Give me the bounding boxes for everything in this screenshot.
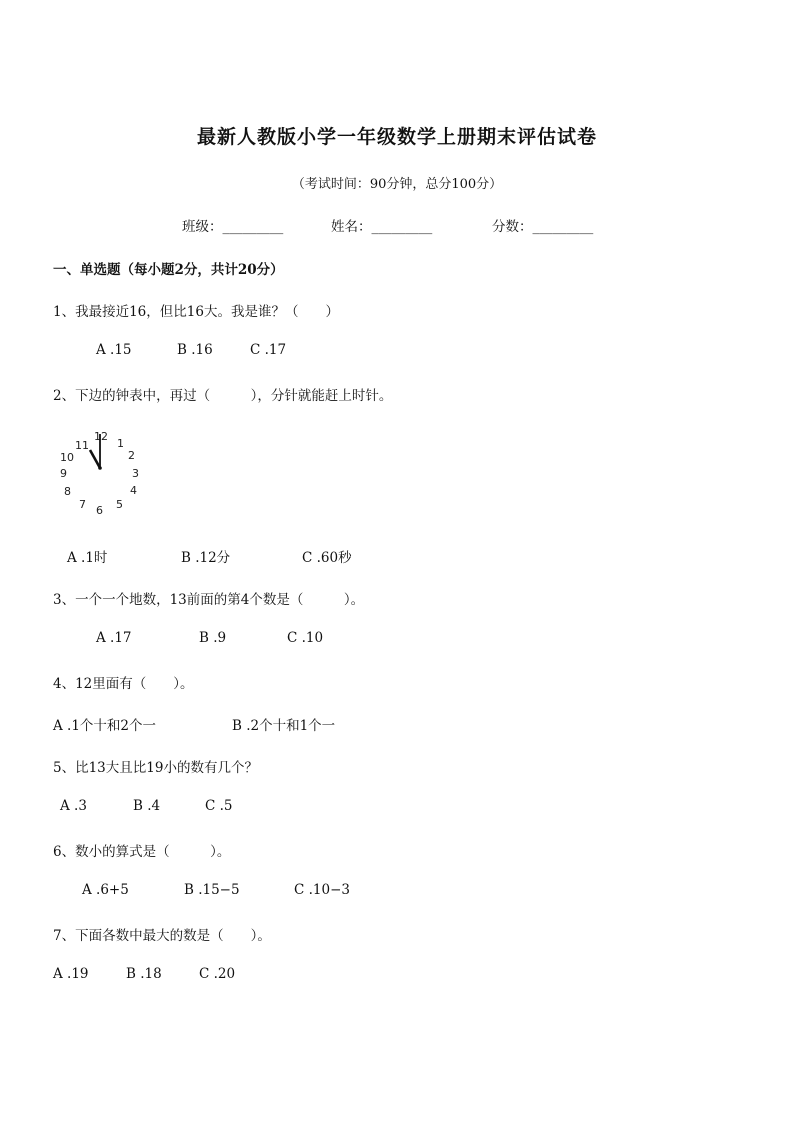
name-blank: _________ bbox=[371, 219, 433, 235]
question-1-option-a[interactable]: A .15 bbox=[96, 342, 132, 358]
question-7-stem: 7、下面各数中最大的数是（ ）。 bbox=[53, 928, 271, 944]
clock-numeral-2: 2 bbox=[128, 449, 135, 462]
question-2-option-a[interactable]: A .1时 bbox=[67, 550, 108, 566]
question-4-option-a[interactable]: A .1个十和2个一 bbox=[53, 718, 157, 734]
class-label: 班级： bbox=[182, 219, 223, 235]
question-2-option-b[interactable]: B .12分 bbox=[181, 550, 231, 566]
question-3-option-b[interactable]: B .9 bbox=[199, 630, 227, 646]
question-3-option-a[interactable]: A .17 bbox=[96, 630, 132, 646]
page-title: 最新人教版小学一年级数学上册期末评估试卷 bbox=[196, 126, 597, 148]
question-1-stem: 1、我最接近16，但比16大。我是谁？（ ） bbox=[53, 304, 339, 320]
question-5-option-a[interactable]: A .3 bbox=[60, 798, 87, 814]
clock-numeral-12: 12 bbox=[94, 430, 108, 443]
question-2-option-c[interactable]: C .60秒 bbox=[302, 550, 352, 566]
question-6-stem: 6、数小的算式是（ ）。 bbox=[53, 844, 231, 860]
question-7-option-c[interactable]: C .20 bbox=[199, 966, 236, 982]
hour-hand bbox=[90, 450, 100, 468]
clock-numeral-11: 11 bbox=[75, 439, 89, 452]
exam-subtitle: （考试时间：90分钟，总分100分） bbox=[291, 177, 503, 192]
section-heading: 一、单选题（每小题2分，共计20分） bbox=[53, 262, 284, 278]
question-5-stem: 5、比13大且比19小的数有几个？ bbox=[53, 760, 258, 776]
question-2-stem: 2、下边的钟表中，再过（ ），分针就能赶上时针。 bbox=[53, 388, 393, 404]
question-5-option-c[interactable]: C .5 bbox=[205, 798, 233, 814]
score-label: 分数： bbox=[492, 219, 533, 235]
question-3-option-c[interactable]: C .10 bbox=[287, 630, 324, 646]
question-1-option-b[interactable]: B .16 bbox=[177, 342, 213, 358]
class-field[interactable] bbox=[182, 215, 283, 235]
question-4-stem: 4、12里面有（ ）。 bbox=[53, 676, 194, 692]
clock-numeral-10: 10 bbox=[60, 451, 74, 464]
student-info-row bbox=[0, 215, 794, 235]
clock-center bbox=[98, 466, 102, 470]
question-6-option-c[interactable]: C .10−3 bbox=[294, 882, 350, 898]
clock-numeral-1: 1 bbox=[117, 437, 124, 450]
score-blank: _________ bbox=[532, 219, 594, 235]
question-3-stem: 3、一个一个地数，13前面的第4个数是（ ）。 bbox=[53, 592, 365, 608]
clock-numeral-6: 6 bbox=[96, 504, 103, 517]
clock-numeral-5: 5 bbox=[116, 498, 123, 511]
question-6-option-a[interactable]: A .6+5 bbox=[82, 882, 129, 898]
class-blank: _________ bbox=[222, 219, 284, 235]
question-4-option-b[interactable]: B .2个十和1个一 bbox=[232, 718, 336, 734]
name-label: 姓名： bbox=[331, 219, 372, 235]
clock-numeral-8: 8 bbox=[64, 485, 71, 498]
score-field[interactable] bbox=[492, 215, 593, 235]
question-1-option-c[interactable]: C .17 bbox=[250, 342, 287, 358]
clock-numeral-3: 3 bbox=[132, 467, 139, 480]
question-7-option-a[interactable]: A .19 bbox=[53, 966, 89, 982]
clock-numeral-9: 9 bbox=[60, 467, 67, 480]
name-field[interactable] bbox=[331, 215, 432, 235]
question-7-option-b[interactable]: B .18 bbox=[126, 966, 162, 982]
question-5-option-b[interactable]: B .4 bbox=[133, 798, 161, 814]
clock-numeral-7: 7 bbox=[79, 498, 86, 511]
question-6-option-b[interactable]: B .15−5 bbox=[184, 882, 240, 898]
clock-numeral-4: 4 bbox=[130, 484, 137, 497]
clock-face-image bbox=[58, 428, 144, 518]
